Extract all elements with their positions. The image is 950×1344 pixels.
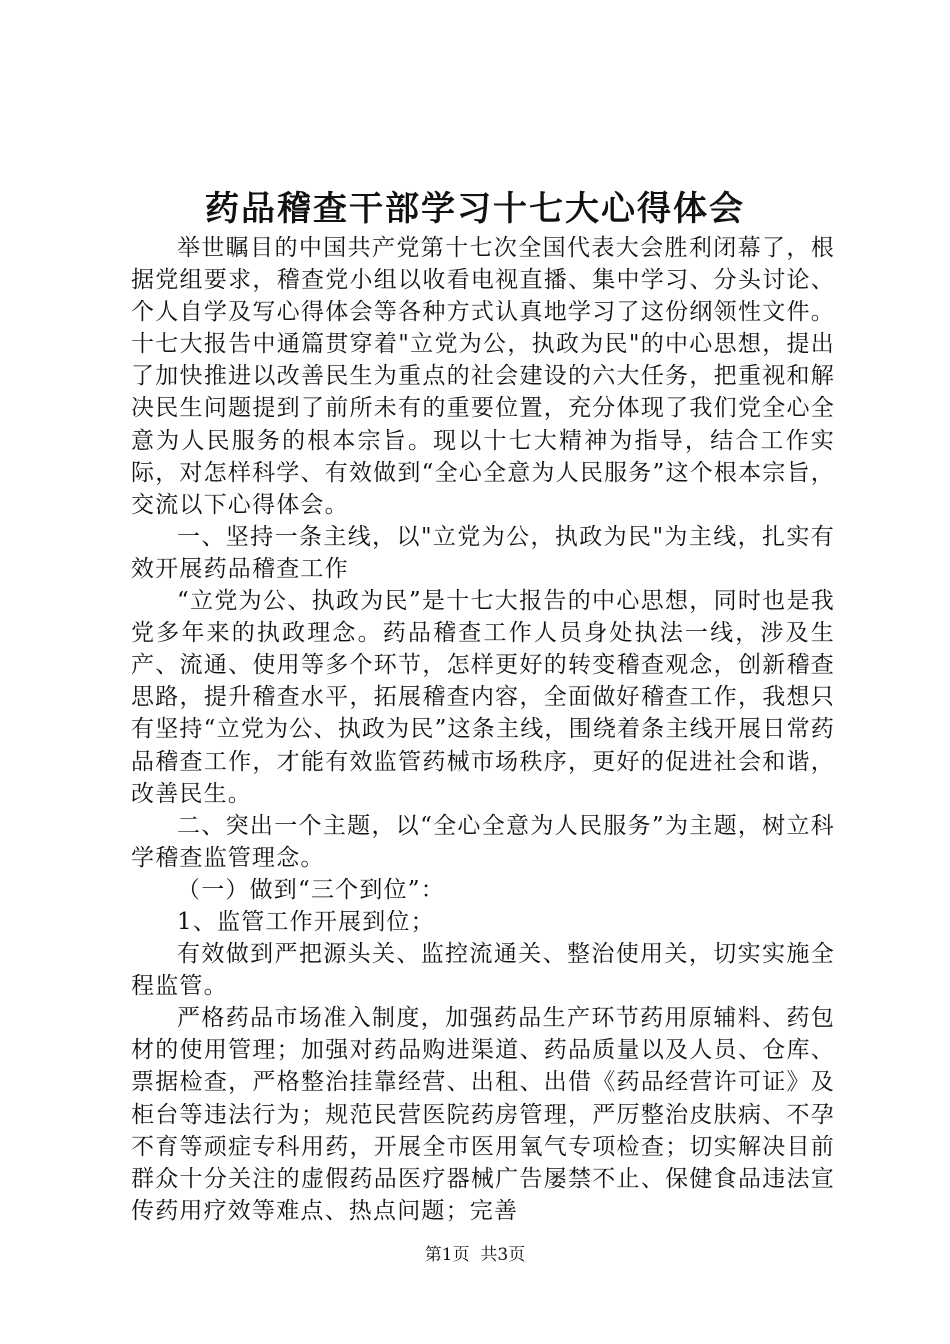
page-footer (0, 1243, 950, 1267)
page-number: 第1页 (424, 1245, 470, 1265)
paragraph-subsection-heading: （一）做到“三个到位”： (177, 876, 445, 903)
paragraph-intro: 举世瞩目的中国共产党第十七次全国代表大会胜利闭幕了，根据党组要求，稽查党小组以收看电视直播、集中学习、分头讨论、个人自学及写心得体会等各种方式认真地学习了这份纲领性文件。十七大报告中通篇贯穿着"立党为公，执政为民"的中心思想，提出了加快推进以改善民生为重点的社会建设的六大任务，把重视和解决民生问题提到了前所未有的重要位置，充分体现了我们党全心全意为人民服务的根本宗旨。现以十七大精神为指导，结合工作实际，对怎样科学、有效做到“全心全意为人民服务”这个根本宗旨，交流以下心得体会。 (131, 235, 835, 518)
paragraph-item-one-summary: 有效做到严把源头关、监控流通关、整治使用关，切实实施全程监管。 (131, 941, 835, 1000)
paragraph-section-two-heading: 二、突出一个主题，以“全心全意为人民服务”为主题，树立科学稽查监管理念。 (131, 812, 835, 871)
document-title: 药品稽查干部学习十七大心得体会 (205, 189, 745, 229)
paragraph-section-one-body: “立党为公、执政为民”是十七大报告的中心思想，同时也是我党多年来的执政理念。药品稽查工作人员身处执法一线，涉及生产、流通、使用等多个环节，怎样更好的转变稽查观念，创新稽查思路，提升稽查水平，拓展稽查内容，全面做好稽查工作，我想只有坚持“立党为公、执政为民”这条主线，围绕着条主线开展日常药品稽查工作，才能有效监管药械市场秩序，更好的促进社会和谐，改善民生。 (131, 588, 835, 807)
document-body (131, 232, 835, 1227)
paragraph-item-one-heading: 1、监管工作开展到位； (177, 908, 435, 935)
paragraph-item-one-detail: 严格药品市场准入制度，加强药品生产环节药用原辅料、药包材的使用管理；加强对药品购进渠道、药品质量以及人员、仓库、票据检查，严格整治挂靠经营、出租、出借《药品经营许可证》及柜台等违法行为；规范民营医院药房管理，严厉整治皮肤病、不孕不育等顽症专科用药，开展全市医用氧气专项检查；切实解决目前群众十分关注的虚假药品医疗器械广告屡禁不止、保健食品违法宣传药用疗效等难点、热点问题；完善 (131, 1005, 835, 1224)
paragraph-section-one-heading: 一、坚持一条主线，以"立党为公，执政为民"为主线，扎实有效开展药品稽查工作 (131, 523, 835, 582)
page-total: 共3页 (480, 1245, 526, 1265)
